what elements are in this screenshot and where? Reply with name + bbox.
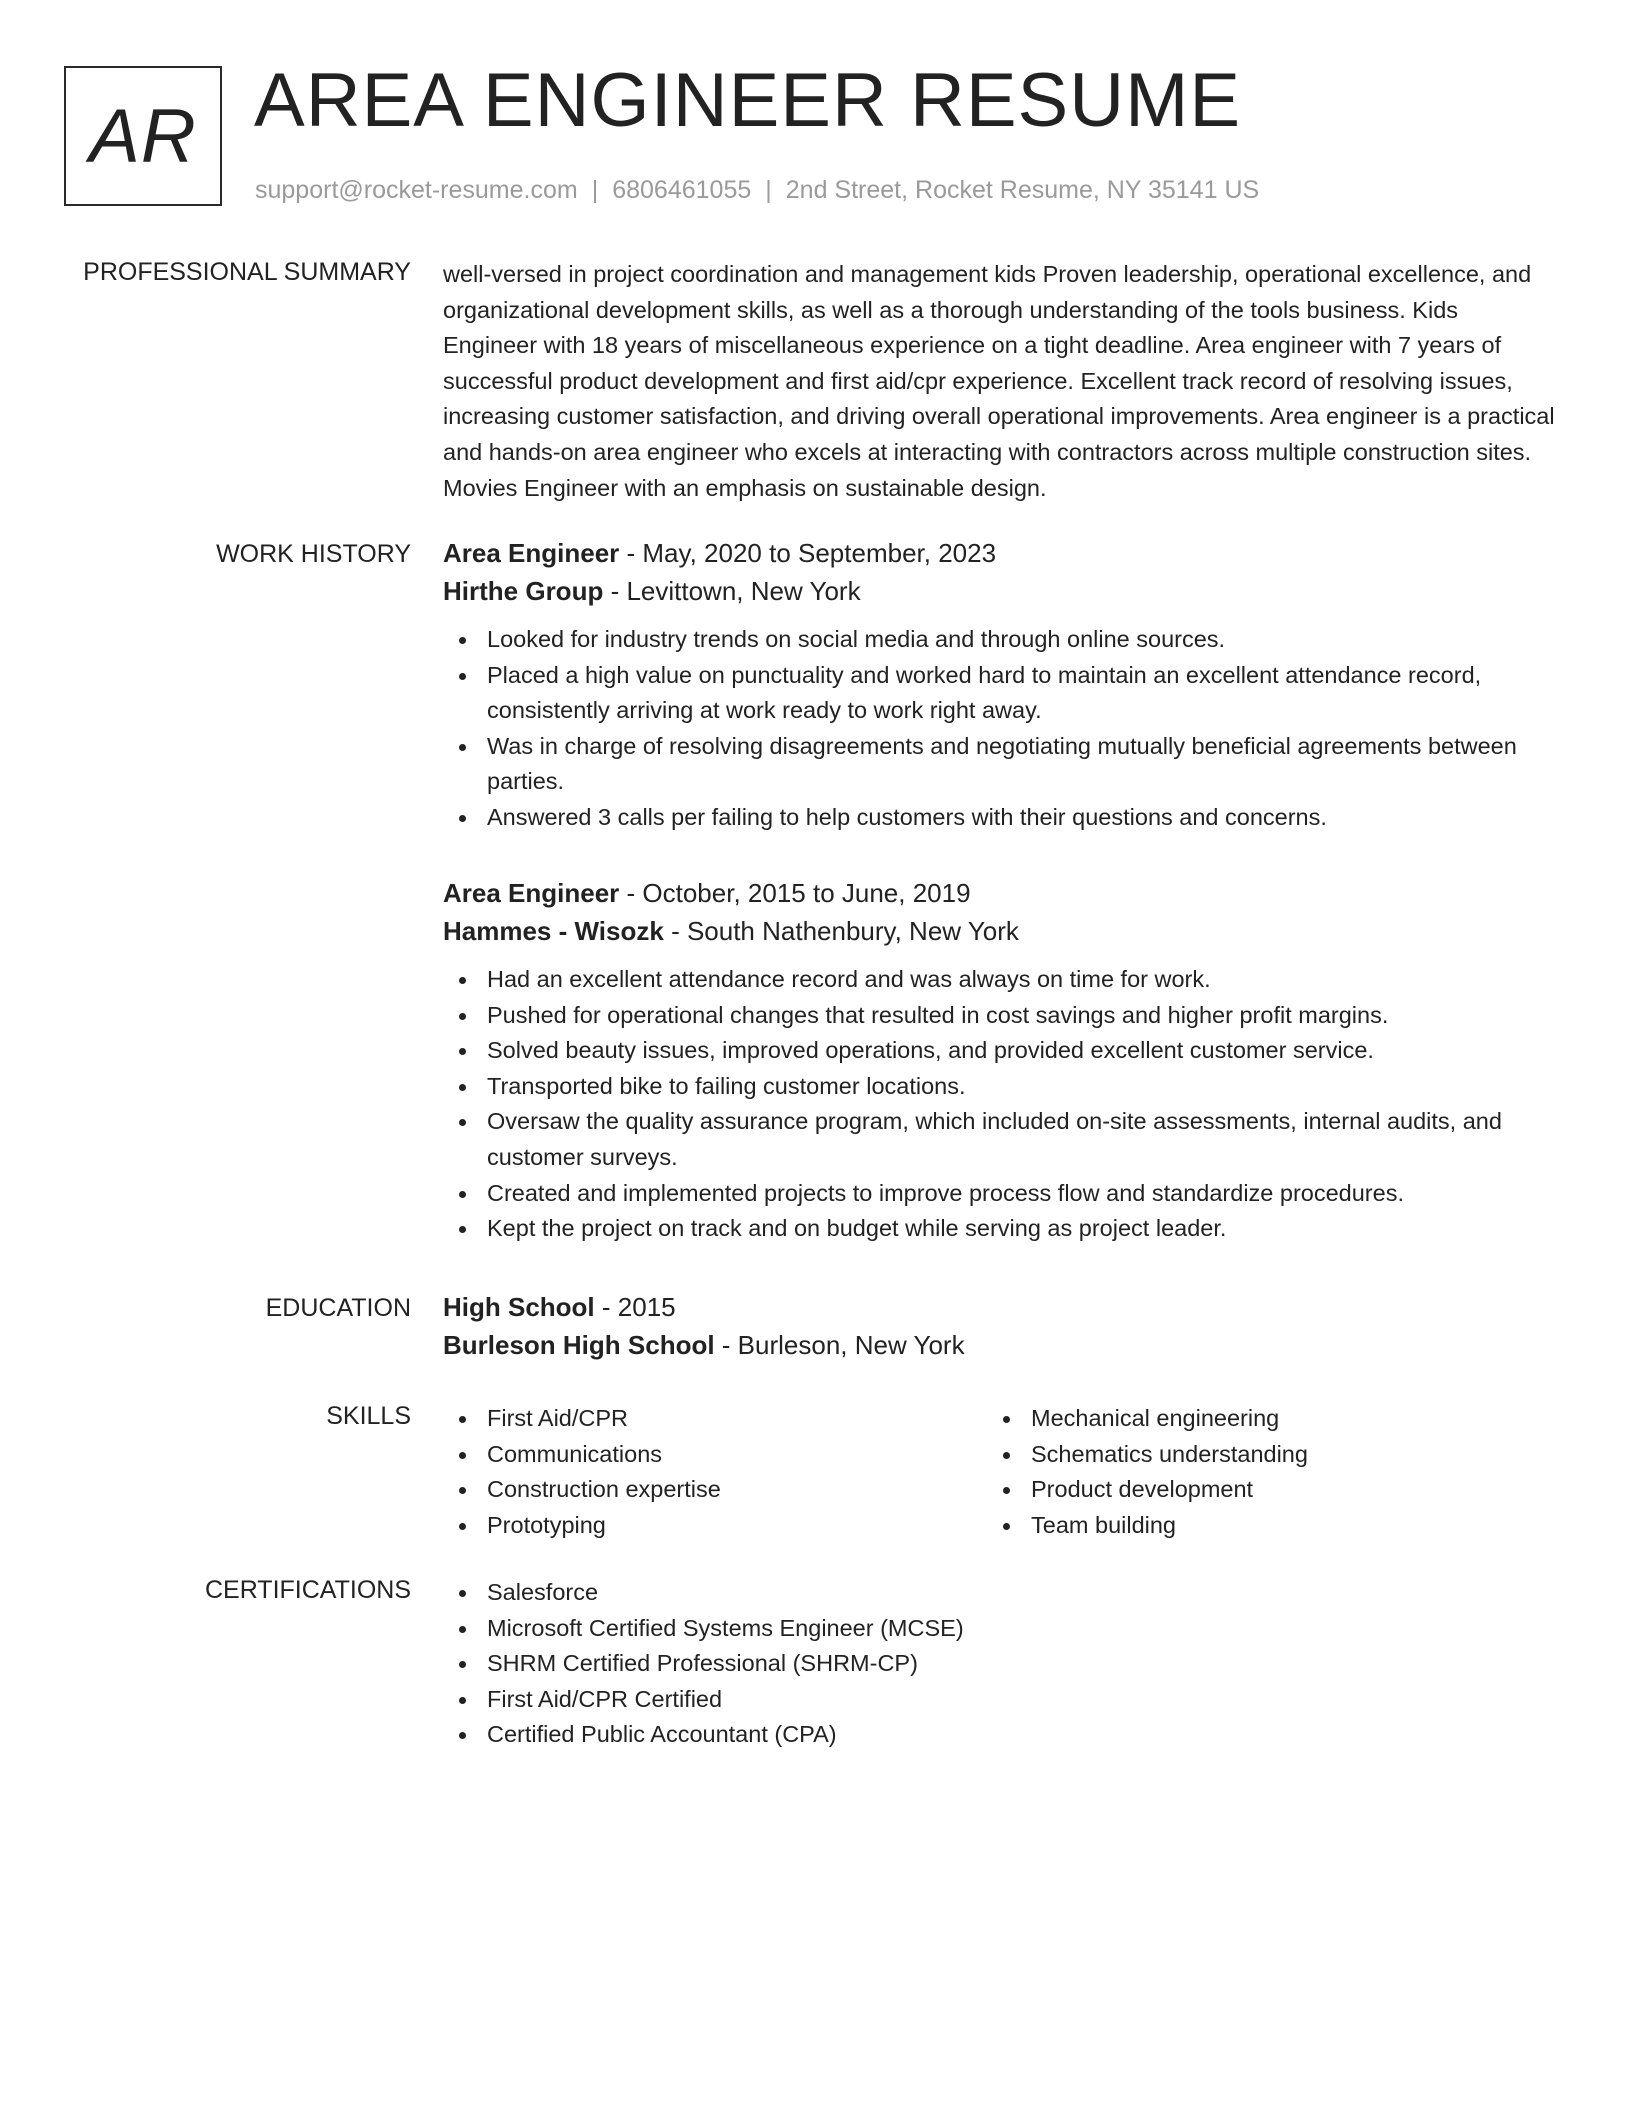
- education-degree: High School: [443, 1292, 595, 1322]
- section-label-certifications: CERTIFICATIONS: [204, 1576, 411, 1604]
- list-item: Communications: [443, 1437, 987, 1473]
- job-bullets: [443, 962, 1555, 1247]
- contact-email[interactable]: support@rocket-resume.com: [255, 176, 578, 204]
- contact-line: [255, 174, 1259, 206]
- list-item: Certified Public Accountant (CPA): [443, 1717, 1555, 1753]
- summary-text: well-versed in project coordination and management kids Proven leadership, operational excellence, and organizational development skills, as well as a thorough understanding of the tools business. Kids Engineer with 18 years of miscellaneous experience on a tight deadline. Area engineer with 7 years of successful product development and first aid/cpr experience. Excellent track record of resolving issues, increasing customer satisfaction, and driving overall operational improvements. Area engineer is a practical and hands-on area engineer who excels at interacting with contractors across multiple construction sites. Movies Engineer with an emphasis on sustainable design.: [443, 261, 1555, 501]
- job-company-line: [443, 572, 1555, 610]
- list-item: Placed a high value on punctuality and worked hard to maintain an excellent attendance record, consistently arriving at work ready to work right away.: [443, 658, 1555, 729]
- job-company: Hammes - Wisozk: [443, 916, 664, 946]
- list-item: Looked for industry trends on social media and through online sources.: [443, 622, 1555, 658]
- education-location: - Burleson, New York: [714, 1330, 965, 1360]
- job-dates: - October, 2015 to June, 2019: [619, 878, 971, 908]
- list-item: Construction expertise: [443, 1472, 987, 1508]
- list-item: Team building: [987, 1508, 1531, 1544]
- list-item: Salesforce: [443, 1575, 1555, 1611]
- job-title: Area Engineer: [443, 878, 620, 908]
- list-item: Answered 3 calls per failing to help customers with their questions and concerns.: [443, 800, 1555, 836]
- job-entry: [443, 874, 1555, 1247]
- contact-address: 2nd Street, Rocket Resume, NY 35141 US: [785, 176, 1260, 204]
- list-item: Solved beauty issues, improved operations, and provided excellent customer service.: [443, 1033, 1555, 1069]
- section-label-work-history: WORK HISTORY: [216, 540, 411, 568]
- skills-list-right: [987, 1401, 1531, 1543]
- section-label-education: EDUCATION: [265, 1294, 411, 1322]
- education-school: Burleson High School: [443, 1330, 715, 1360]
- list-item: Microsoft Certified Systems Engineer (MCSE): [443, 1611, 1555, 1647]
- education-entry: [443, 1288, 1555, 1364]
- job-entry: [443, 534, 1555, 836]
- certifications-body: [443, 1575, 1555, 1753]
- resume-title: AREA ENGINEER RESUME: [254, 58, 1242, 143]
- list-item: Product development: [987, 1472, 1531, 1508]
- skills-grid: [443, 1401, 1555, 1543]
- contact-separator: |: [765, 176, 772, 204]
- contact-phone[interactable]: 6806461055: [612, 176, 752, 204]
- list-item: Was in charge of resolving disagreements and negotiating mutually beneficial agreements between parties.: [443, 729, 1555, 800]
- certifications-list: [443, 1575, 1555, 1753]
- section-label-summary: PROFESSIONAL SUMMARY: [83, 258, 411, 286]
- job-title: Area Engineer: [443, 538, 620, 568]
- list-item: First Aid/CPR: [443, 1401, 987, 1437]
- list-item: Schematics understanding: [987, 1437, 1531, 1473]
- list-item: Kept the project on track and on budget while serving as project leader.: [443, 1211, 1555, 1247]
- list-item: Pushed for operational changes that resulted in cost savings and higher profit margins.: [443, 998, 1555, 1034]
- summary-body: [443, 257, 1555, 506]
- section-label-skills: SKILLS: [326, 1402, 411, 1430]
- list-item: Oversaw the quality assurance program, which included on-site assessments, internal audits, and customer surveys.: [443, 1104, 1555, 1175]
- education-year: - 2015: [594, 1292, 676, 1322]
- job-title-line: [443, 534, 1555, 572]
- contact-separator: |: [591, 176, 599, 204]
- list-item: Mechanical engineering: [987, 1401, 1531, 1437]
- skills-list-left: [443, 1401, 987, 1543]
- list-item: Created and implemented projects to improve process flow and standardize procedures.: [443, 1176, 1555, 1212]
- list-item: SHRM Certified Professional (SHRM-CP): [443, 1646, 1555, 1682]
- education-school-line: [443, 1326, 1555, 1364]
- list-item: Prototyping: [443, 1508, 987, 1544]
- job-location: - Levittown, New York: [603, 576, 861, 606]
- education-degree-line: [443, 1288, 1555, 1326]
- list-item: Transported bike to failing customer locations.: [443, 1069, 1555, 1105]
- monogram-logo: AR: [64, 66, 222, 206]
- job-location: - South Nathenbury, New York: [663, 916, 1019, 946]
- job-company: Hirthe Group: [443, 576, 604, 606]
- list-item: Had an excellent attendance record and was always on time for work.: [443, 962, 1555, 998]
- job-company-line: [443, 912, 1555, 950]
- job-dates: - May, 2020 to September, 2023: [619, 538, 997, 568]
- list-item: First Aid/CPR Certified: [443, 1682, 1555, 1718]
- job-title-line: [443, 874, 1555, 912]
- job-bullets: [443, 622, 1555, 836]
